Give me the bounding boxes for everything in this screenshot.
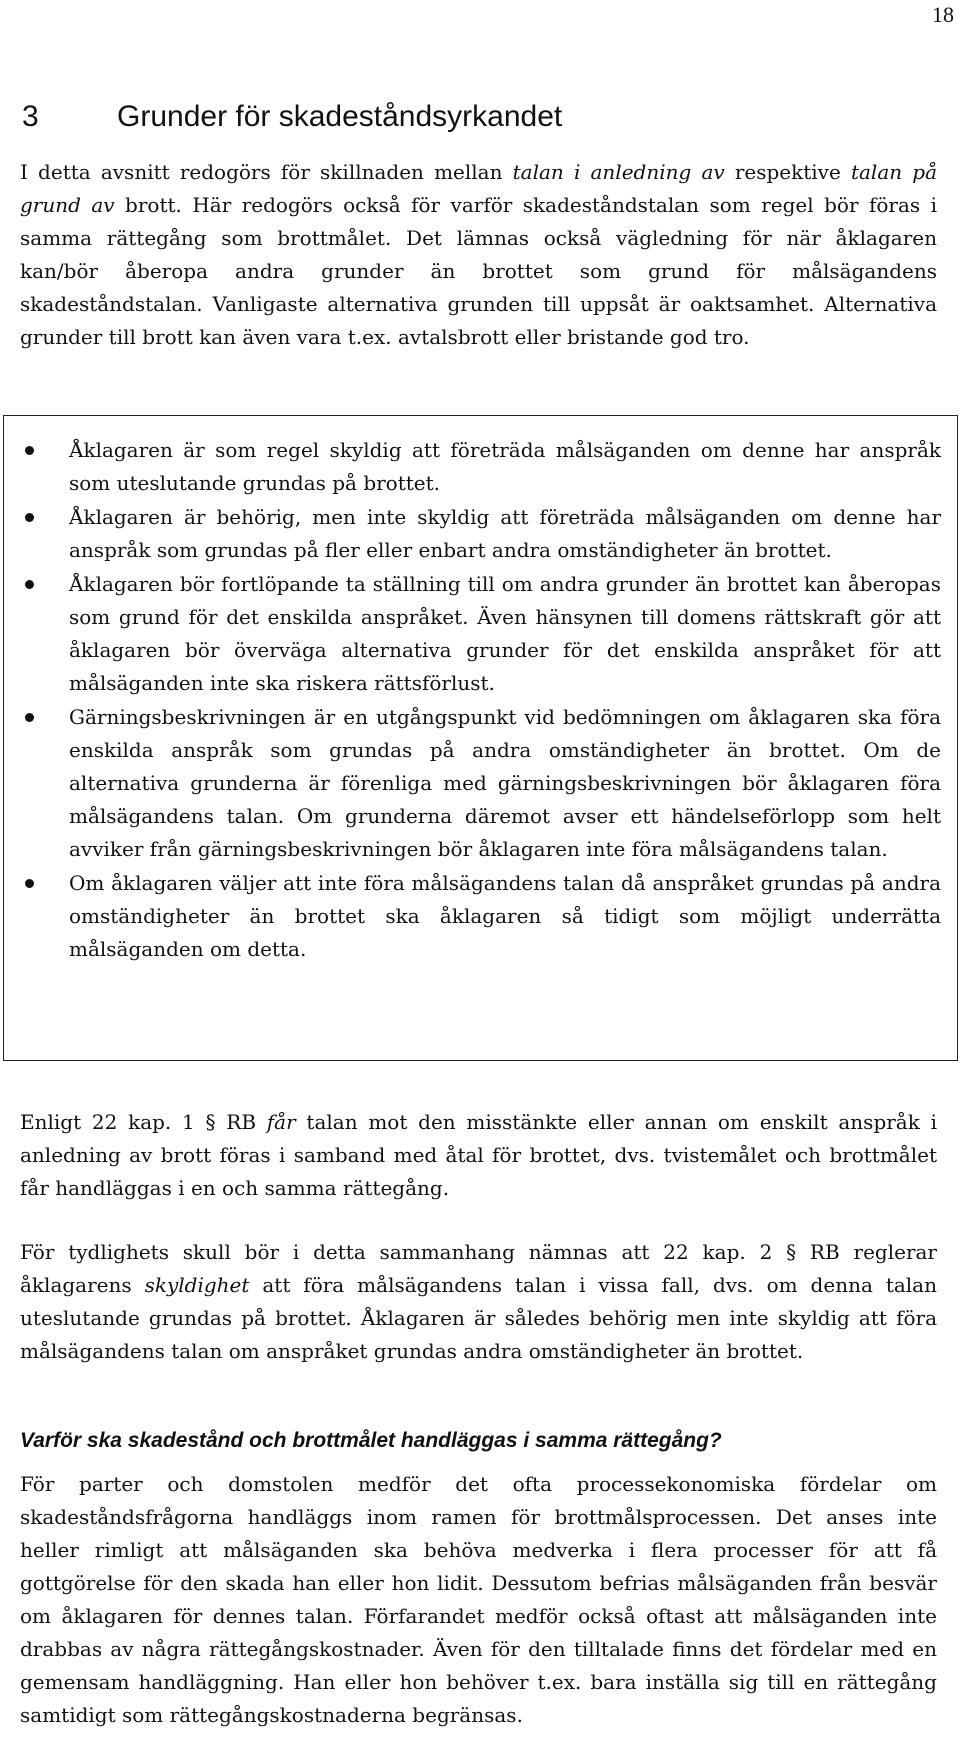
intro-emphasis: talan på grund av: [20, 160, 938, 217]
bullet-text: Åklagaren är som regel skyldig att företräda målsäganden om denne har anspråk som uteslutande grundas på brottet.: [69, 438, 941, 495]
bullet-icon: [25, 446, 34, 455]
bullet-item: [69, 434, 941, 500]
bullet-icon: [25, 580, 34, 589]
subheading: Varför ska skadestånd och brottmålet handläggas i samma rättegång?: [20, 1429, 722, 1452]
paragraph-text: talan mot den misstänkte eller annan om enskilt anspråk i anledning av brott föras i samband med åtal för brottet, dvs. tvistemålet och brottmålet får handläggas i en och samma rättegång.: [20, 1110, 937, 1200]
bullet-text: Åklagaren är behörig, men inte skyldig att företräda målsäganden om denne har anspråk som grundas på fler eller enbart andra omständigheter än brottet.: [69, 505, 941, 562]
paragraph-rb-22-1: [20, 1106, 937, 1205]
bullet-text: Om åklagaren väljer att inte föra målsägandens talan då anspråket grundas på andra omständigheter än brottet ska åklagaren så tidigt som möjligt underrätta målsäganden om detta.: [69, 871, 941, 961]
section-title: Grunder för skadeståndsyrkandet: [117, 100, 563, 133]
intro-emphasis: talan i anledning av: [512, 160, 725, 184]
paragraph-emphasis: får: [266, 1110, 296, 1134]
intro-paragraph: [20, 156, 937, 354]
bullet-icon: [25, 513, 34, 522]
intro-text: respektive: [724, 160, 851, 184]
page-number: 18: [932, 2, 954, 27]
paragraph-text: Enligt 22 kap. 1 § RB: [20, 1110, 267, 1134]
bullet-item: [69, 701, 941, 866]
paragraph-text: att föra målsägandens talan i vissa fall, dvs. om denna talan uteslutande grundas på brottet. Åklagaren är således behörig men inte skyldig att föra målsägandens talan om anspråket grundas andra omständigheter än brottet.: [20, 1273, 937, 1363]
summary-box: [3, 415, 958, 1061]
bullet-text: Gärningsbeskrivningen är en utgångspunkt vid bedömningen om åklagaren ska föra enskilda anspråk som grundas på andra omständigheter än brottet. Om de alternativa grunderna är förenliga med gärningsbeskrivningen bör åklagaren föra målsägandens talan. Om grunderna däremot avser ett händelseförlopp som helt avviker från gärningsbeskrivningen bör åklagaren inte föra målsägandens talan.: [69, 705, 941, 861]
bullet-icon: [25, 879, 34, 888]
paragraph-benefits: För parter och domstolen medför det ofta processekonomiska fördelar om skadeståndsfrågorna handläggs inom ramen för brottmålsprocessen. Det anses inte heller rimligt att målsäganden ska behöva medverka i flera processer för att få gottgörelse för den skada han eller hon lidit. Dessutom befrias målsäganden från besvär om åklagaren för dennes talan. Förfarandet medför också oftast att målsäganden inte drabbas av några rättegångskostnader. Även för den tilltalade finns det fördelar med en gemensam handläggning. Han eller hon behöver t.ex. bara inställa sig till en rättegång samtidigt som rättegångskostnaderna begränsas.: [20, 1472, 937, 1727]
paragraph-rb-22-2: [20, 1236, 937, 1368]
section-number: 3: [22, 100, 39, 133]
intro-text: brott. Här redogörs också för varför skadeståndstalan som regel bör föras i samma rättegång som brottmålet. Det lämnas också vägledning för när åklagaren kan/bör åberopa andra grunder än brottet som grund för målsägandens skadeståndstalan. Vanligaste alternativa grunden till uppsåt är oaktsamhet. Alternativa grunder till brott kan även vara t.ex. avtalsbrott eller bristande god tro.: [20, 193, 937, 349]
section-heading: [22, 100, 562, 134]
paragraph-emphasis: skyldighet: [144, 1273, 250, 1297]
intro-text: I detta avsnitt redogörs för skillnaden mellan: [20, 160, 513, 184]
paragraph-text: För tydlighets skull bör i detta sammanhang nämnas att 22 kap. 2 § RB reglerar åklagarens: [20, 1240, 937, 1297]
bullet-text: Åklagaren bör fortlöpande ta ställning till om andra grunder än brottet kan åberopas som grund för det enskilda anspråket. Även hänsynen till domens rättskraft gör att åklagaren bör överväga alternativa grunder för det enskilda anspråket för att målsäganden inte ska riskera rättsförlust.: [69, 572, 941, 695]
bullet-icon: [25, 713, 34, 722]
bullet-item: [69, 568, 941, 700]
summary-bullet-list: [69, 434, 941, 967]
bullet-item: [69, 867, 941, 966]
bullet-item: [69, 501, 941, 567]
